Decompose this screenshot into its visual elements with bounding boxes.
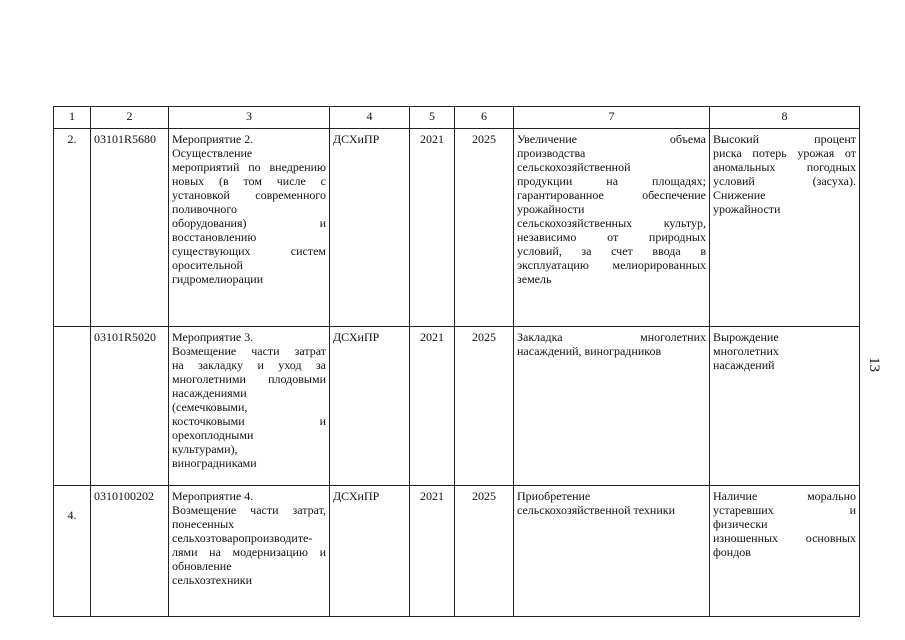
- row-number: [54, 327, 91, 486]
- header-cell: 8: [710, 107, 860, 129]
- header-cell: 5: [410, 107, 455, 129]
- header-row: [54, 107, 860, 129]
- header-cell: 1: [54, 107, 91, 129]
- start-year: 2021: [410, 129, 455, 327]
- measure-description: Мероприятие 2. Осуществление мероприятий по внедрению новых (в том числе с установкой современного поливочного оборудования) и восстановлению существующих систем оросительной гидромелиорации: [169, 129, 330, 327]
- budget-code: 0310100202: [91, 486, 169, 617]
- row-number: 4.: [54, 486, 91, 617]
- risk-description: Наличие морально устаревших и физически изношенных основных фондов: [710, 486, 860, 617]
- table-row: [54, 486, 860, 617]
- start-year: 2021: [410, 327, 455, 486]
- budget-code: 03101R5680: [91, 129, 169, 327]
- table-row: [54, 327, 860, 486]
- executor: ДСХиПР: [330, 327, 410, 486]
- header-cell: 3: [169, 107, 330, 129]
- measure-description: Мероприятие 3. Возмещение части затрат на закладку и уход за многолетними плодовыми насаждениями (семечковыми, косточковыми и орехоплодными культурами), виноградниками: [169, 327, 330, 486]
- end-year: 2025: [455, 486, 514, 617]
- expected-result: Закладка многолетних насаждений, виноградников: [514, 327, 710, 486]
- expected-result: Увеличение объема производства сельскохозяйственной продукции на площадях; гарантированное обеспечение урожайности сельскохозяйственных культур, независимо от природных условий, за счет ввода в эксплуатацию мелиорированных земель: [514, 129, 710, 327]
- executor: ДСХиПР: [330, 129, 410, 327]
- table-row: [54, 129, 860, 327]
- risk-description: Высокий процент риска потерь урожая от аномальных погодных условий (засуха). Снижение урожайности: [710, 129, 860, 327]
- header-cell: 4: [330, 107, 410, 129]
- budget-code: 03101R5020: [91, 327, 169, 486]
- measure-description: Мероприятие 4. Возмещение части затрат, понесенных сельхозтоваропроизводите- лями на модернизацию и обновление сельхозтехники: [169, 486, 330, 617]
- header-cell: 2: [91, 107, 169, 129]
- risk-description: Вырождение многолетних насаждений: [710, 327, 860, 486]
- header-cell: 7: [514, 107, 710, 129]
- end-year: 2025: [455, 129, 514, 327]
- executor: ДСХиПР: [330, 486, 410, 617]
- row-number: 2.: [54, 129, 91, 327]
- header-cell: 6: [455, 107, 514, 129]
- end-year: 2025: [455, 327, 514, 486]
- program-measures-table: [53, 106, 860, 617]
- page-number: 13: [866, 357, 882, 372]
- expected-result: Приобретение сельскохозяйственной техники: [514, 486, 710, 617]
- start-year: 2021: [410, 486, 455, 617]
